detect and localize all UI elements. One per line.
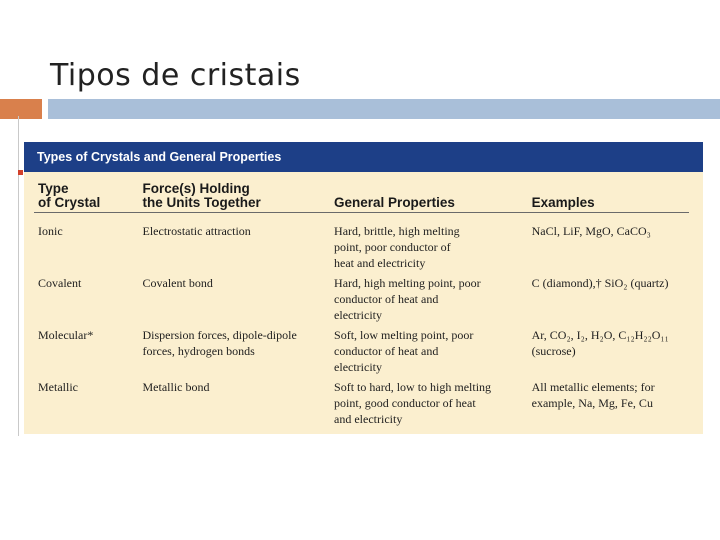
cell-examples: All metallic elements; for example, Na, Mg, Fe, Cu [531,380,655,410]
column-header-type: Type of Crystal [34,182,139,213]
column-header-examples: Examples [528,182,689,213]
cell-type: Molecular* [38,328,94,342]
cell-properties: Soft, low melting point, poor conductor of heat and electricity [334,328,474,374]
cell-type: Covalent [38,276,82,290]
table-row [34,213,689,272]
cell-forces: Metallic bond [142,380,210,394]
title-accent-blue-bar [48,99,720,119]
title-accent-orange-bar [0,99,42,119]
table-caption: Types of Crystals and General Properties [24,142,703,172]
table-header-row [34,182,689,213]
table-row [34,375,689,427]
cell-examples: NaCl, LiF, MgO, CaCO₃ [531,224,651,238]
cell-type: Metallic [38,380,78,394]
cell-properties: Hard, brittle, high melting point, poor conductor of heat and electricity [334,224,460,270]
column-header-properties: General Properties [330,182,528,213]
table-row [34,323,689,375]
bullet-icon [18,170,23,175]
column-header-forces: Force(s) Holding the Units Together [139,182,331,213]
cell-examples: C (diamond),† SiO₂ (quartz) [531,276,669,290]
cell-properties: Soft to hard, low to high melting point, good conductor of heat and electricity [334,380,492,426]
cell-examples: Ar, CO₂, I₂, H₂O, C₁₂H₂₂O₁₁ (sucrose) [531,328,669,358]
left-rule [18,116,19,436]
crystal-table-image [24,142,703,434]
table-row [34,271,689,323]
cell-forces: Dispersion forces, dipole-dipole forces, hydrogen bonds [142,328,297,358]
slide-title: Tipos de cristais [50,58,301,93]
cell-forces: Electrostatic attraction [142,224,251,238]
cell-forces: Covalent bond [142,276,213,290]
crystal-types-table [34,182,689,427]
cell-type: Ionic [38,224,63,238]
cell-properties: Hard, high melting point, poor conductor of heat and electricity [334,276,481,322]
